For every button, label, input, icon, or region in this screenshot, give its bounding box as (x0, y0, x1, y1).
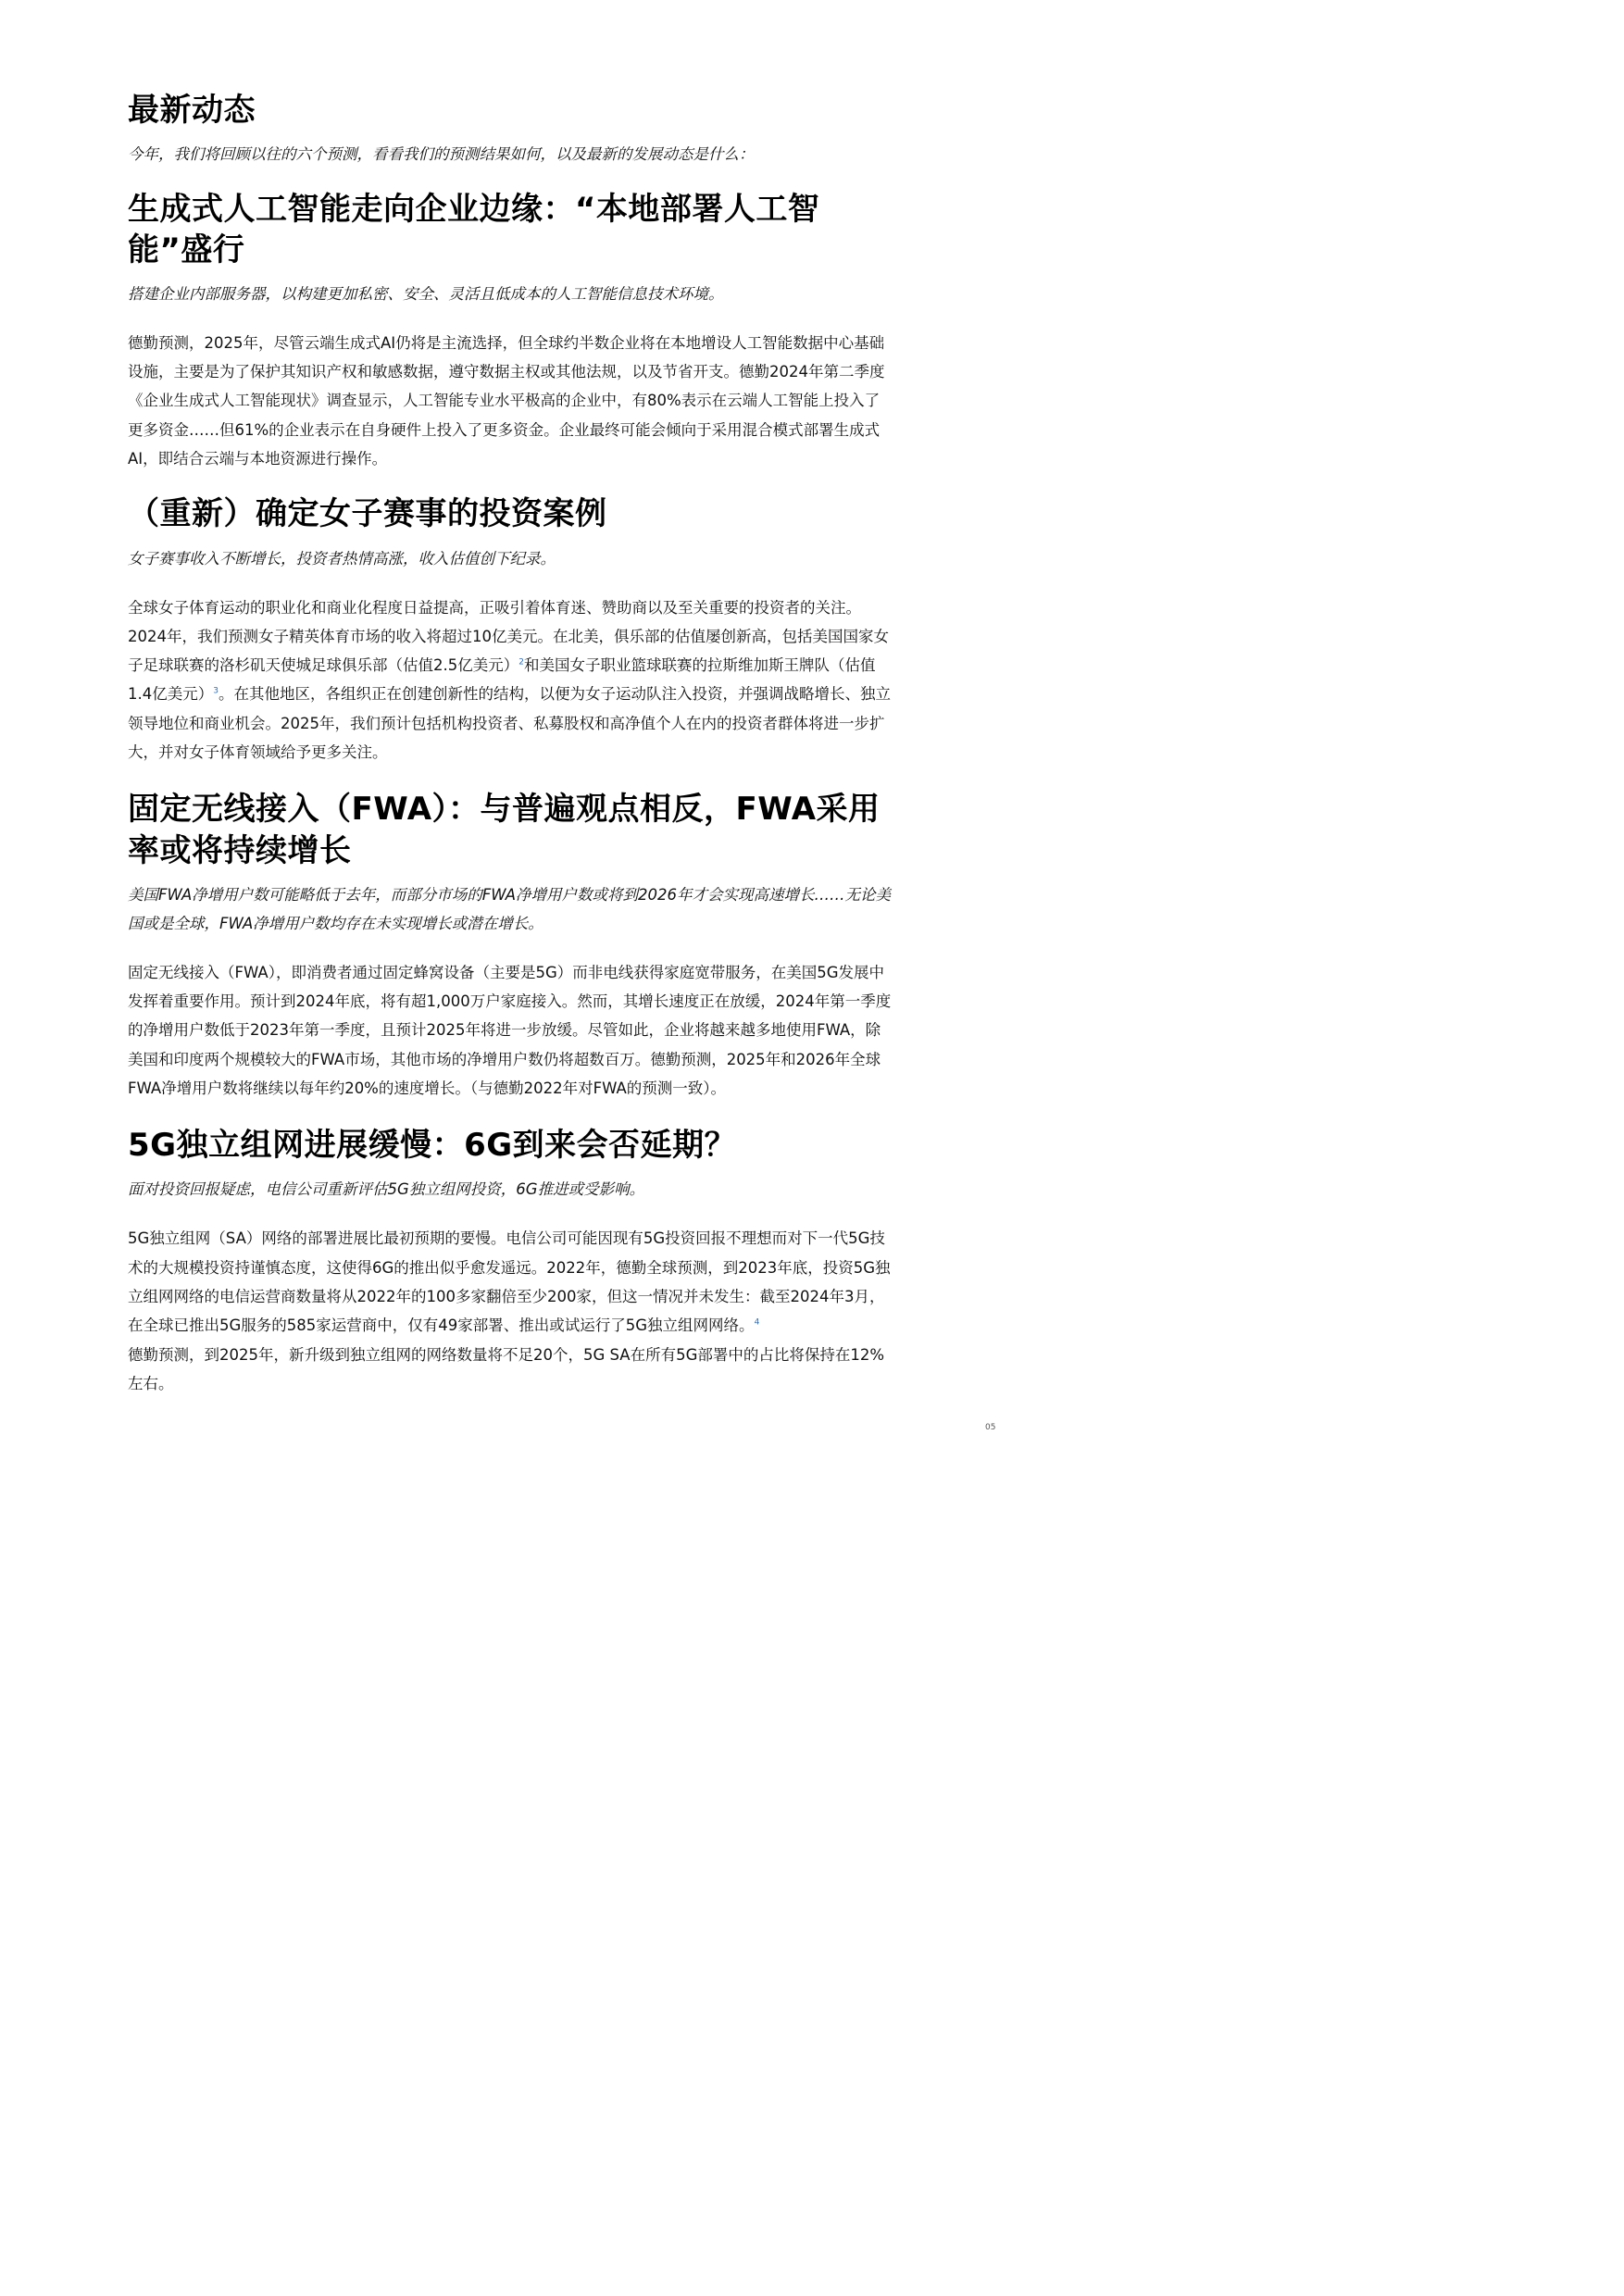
page-title: 最新动态 (128, 92, 256, 129)
section-body-fwa: 固定无线接入（FWA），即消费者通过固定蜂窝设备（主要是5G）而非电线获得家庭宽带服务，在美国5G发展中发挥着重要作用。预计到2024年底，将有超1,000万户家庭接入。然而，其增长速度正在放缓，2024年第一季度的净增用户数低于2023年第一季度，且预计2025年将进一步放缓。尽管如此，企业将越来越多地使用FWA，除美国和印度两个规模较大的FWA市场，其他市场的净增用户数仍将超数百万。德勤预测，2025年和2026年全球FWA净增用户数将继续以每年约20%的速度增长。（与德勤2022年对FWA的预测一致）。 (128, 963, 892, 1097)
section-body-genai: 德勤预测，2025年，尽管云端生成式AI仍将是主流选择，但全球约半数企业将在本地增设人工智能数据中心基础设施，主要是为了保护其知识产权和敏感数据，遵守数据主权或其他法规，以及节省开支。德勤2024年第二季度《企业生成式人工智能现状》调查显示，人工智能专业水平极高的企业中，有80%表示在云端人工智能上投入了更多资金……但61%的企业表示在自身硬件上投入了更多资金。企业最终可能会倾向于采用混合模式部署生成式AI，即结合云端与本地资源进行操作。 (128, 333, 885, 468)
section-heading-5g-sa: 5G独立组网进展缓慢：6G到来会否延期？ (128, 1127, 737, 1165)
body-text: 德勤预测，到2025年，新升级到独立组网的网络数量将不足20个，5G SA在所有5G部署中的占比将保持在12%左右。 (128, 1345, 885, 1392)
body-text: 全球女子体育运动的职业化和商业化程度日益提高，正吸引着体育迷、赞助商以及至关重要的投资者的关注。2024年，我们预测女子精英体育市场的收入将超过10亿美元。在北美，俱乐部的估值屡创新高，包括美国国家女子足球联赛的洛杉矶天使城足球俱乐部（估值2.5亿美元） (128, 598, 889, 675)
footnote-ref[interactable]: 3 (213, 686, 219, 696)
section-subtitle-womens-sports: 女子赛事收入不断增长，投资者热情高涨，收入估值创下纪录。 (128, 549, 556, 568)
section-subtitle-5g-sa: 面对投资回报疑虑，电信公司重新评估5G独立组网投资，6G推进或受影响。 (128, 1180, 645, 1199)
section-heading-fwa: 固定无线接入（FWA）：与普遍观点相反，FWA采用率或将持续增长 (128, 791, 881, 869)
section-body-womens-sports (128, 593, 893, 767)
section-subtitle-genai: 搭建企业内部服务器，以构建更加私密、安全、灵活且低成本的人工智能信息技术环境。 (128, 284, 724, 303)
body-text: 。在其他地区，各组织正在创建创新性的结构，以便为女子运动队注入投资，并强调战略增长、独立领导地位和商业机会。2025年，我们预计包括机构投资者、私募股权和高净值个人在内的投资者群体将进一步扩大，并对女子体育领域给予更多关注。 (128, 685, 891, 762)
section-heading-genai: 生成式人工智能走向企业边缘：“本地部署人工智能”盛行 (128, 190, 820, 268)
body-text: 和美国女子职业篮球联赛的拉斯维加斯王牌队（估值1.4亿美元） (128, 656, 876, 704)
section-heading-womens-sports: （重新）确定女子赛事的投资案例 (128, 495, 607, 533)
section-body-5g-sa (128, 1224, 893, 1398)
section-subtitle-fwa: 美国FWA净增用户数可能略低于去年，而部分市场的FWA净增用户数或将到2026年才会实现高速增长……无论美国或是全球，FWA净增用户数均存在未实现增长或潜在增长。 (128, 885, 892, 932)
page-number: 05 (985, 1423, 996, 1432)
body-text: 5G独立组网（SA）网络的部署进展比最初预期的要慢。电信公司可能因现有5G投资回报不理想而对下一代5G技术的大规模投资持谨慎态度，这使得6G的推出似乎愈发遥远。2022年，德勤全球预测，到2023年底，投资5G独立组网网络的电信运营商数量将从2022年的100多家翻倍至少200家，但这一情况并未发生：截至2024年3月，在全球已推出5G服务的585家运营商中，仅有49家部署、推出或试运行了5G独立组网网络。 (128, 1229, 891, 1335)
page-intro: 今年，我们将回顾以往的六个预测，看看我们的预测结果如何，以及最新的发展动态是什么： (128, 144, 755, 163)
document-page (128, 91, 893, 1398)
footnote-ref[interactable]: 2 (518, 657, 524, 668)
footnote-ref[interactable]: 4 (754, 1317, 760, 1328)
